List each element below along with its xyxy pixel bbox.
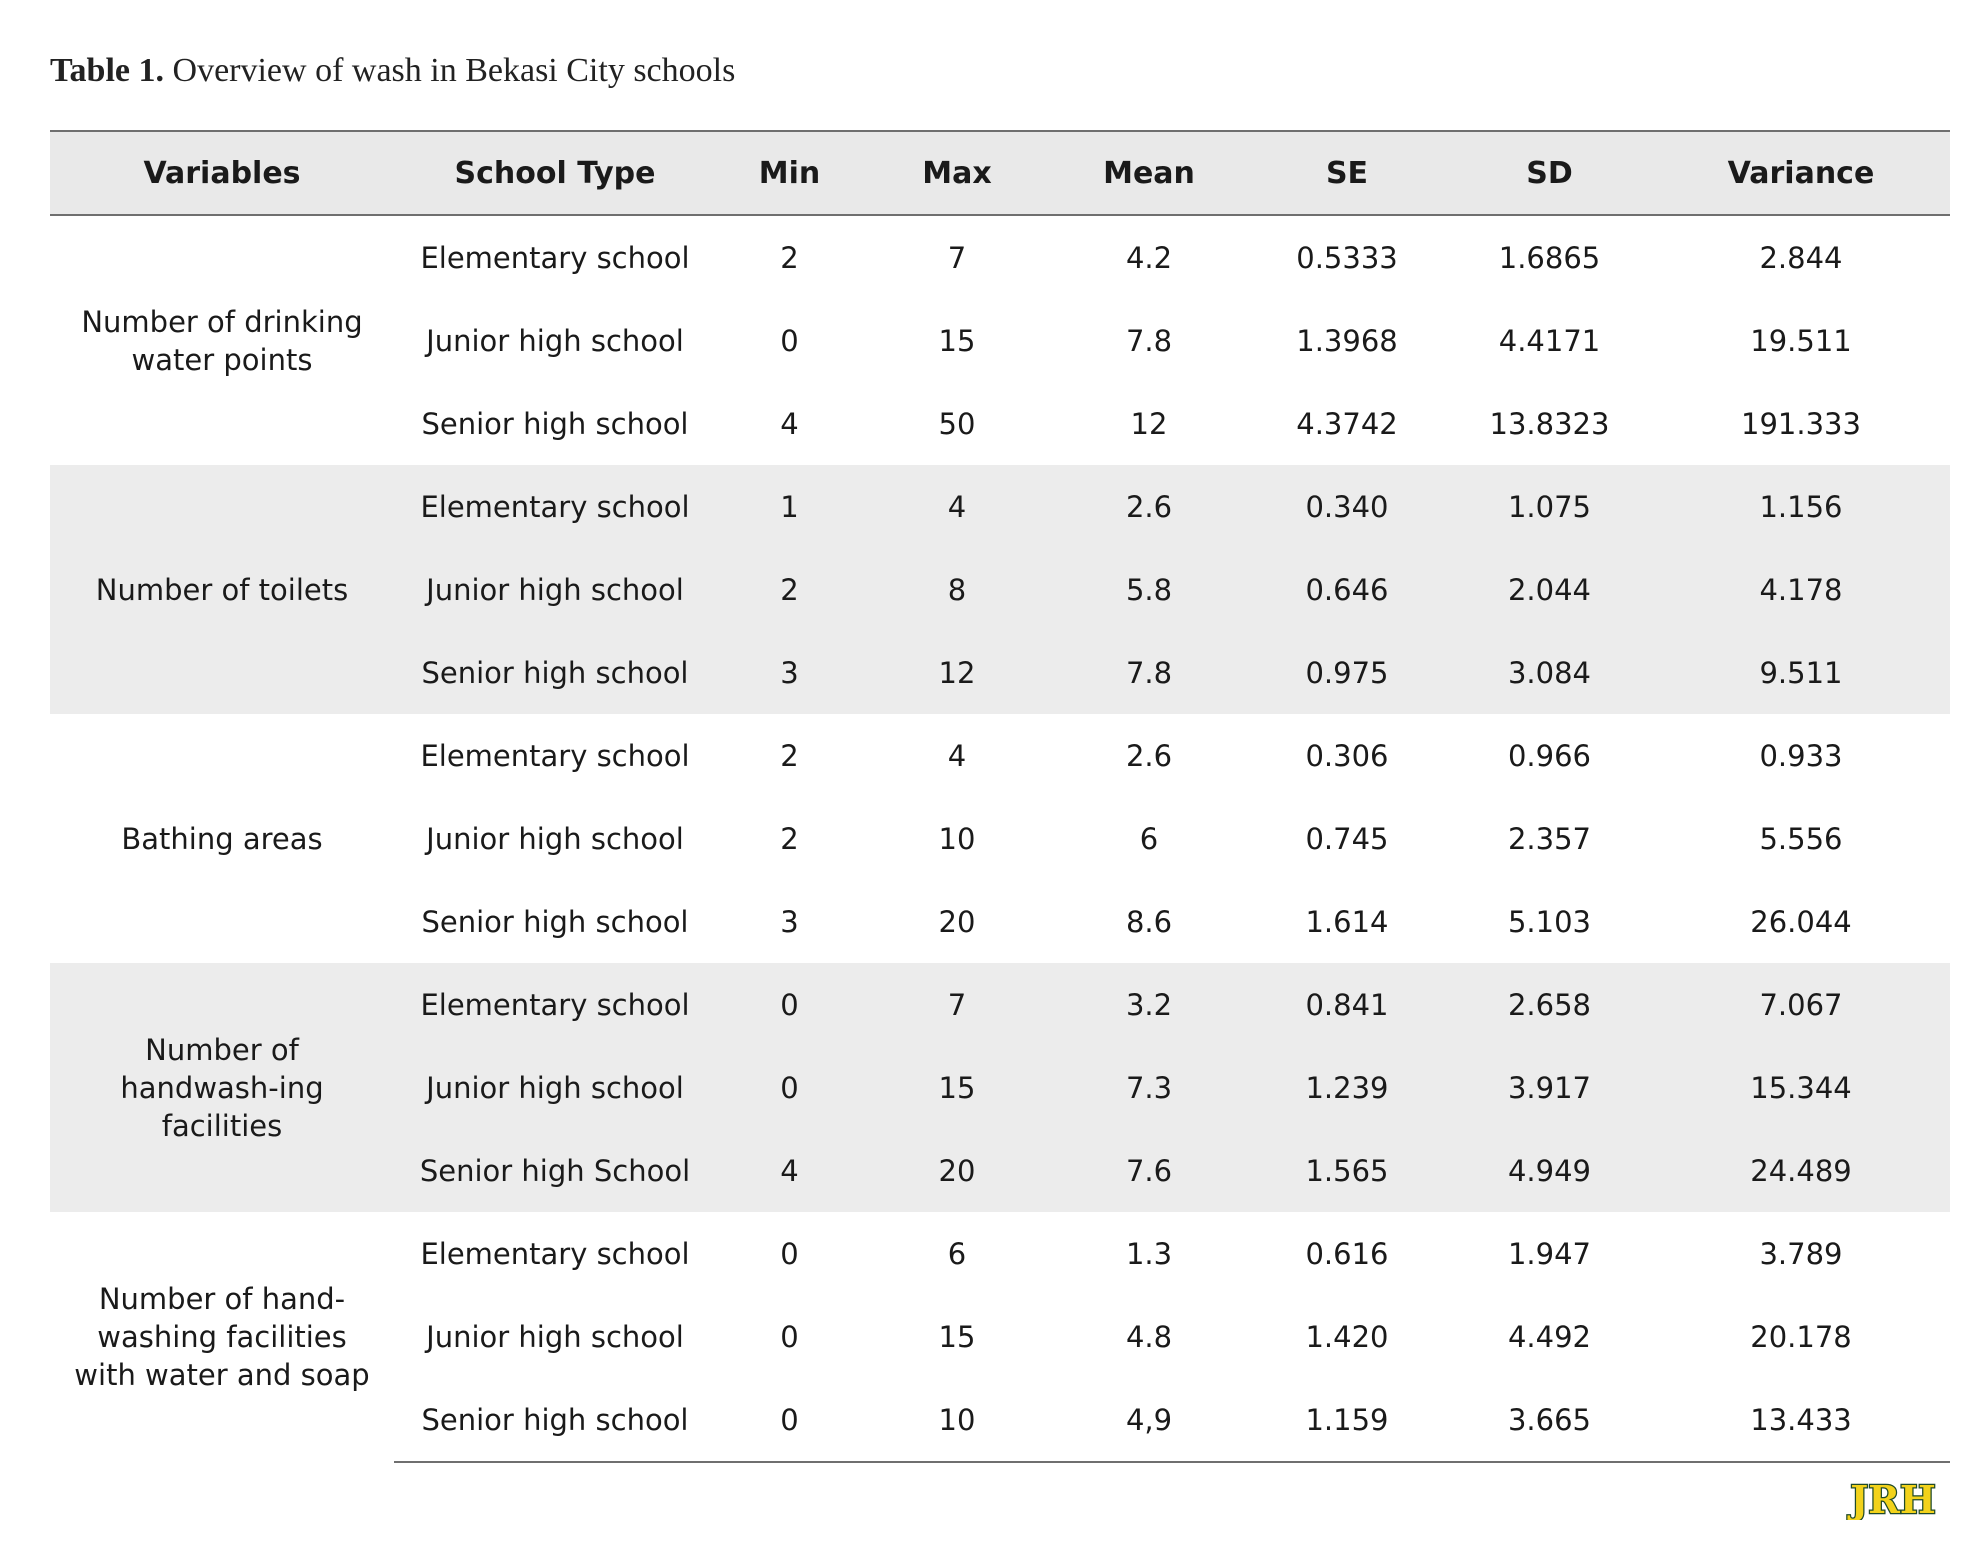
min-cell: 2 [716, 548, 863, 631]
se-cell: 1.159 [1247, 1378, 1447, 1462]
se-cell: 1.420 [1305, 1319, 1389, 1354]
mean-cell: 2.6 [1125, 738, 1173, 773]
sd-cell: 3.917 [1447, 1046, 1652, 1129]
variance-cell: 7.067 [1652, 963, 1950, 1046]
sd-cell: 1.075 [1447, 465, 1652, 548]
variance-cell: 26.044 [1750, 904, 1852, 939]
school-type-cell: Junior high school [394, 1046, 716, 1129]
se-cell: 0.5333 [1296, 240, 1398, 275]
min-cell: 4 [716, 1129, 863, 1212]
school-type-cell: Junior high school [426, 323, 684, 358]
min-cell: 2 [780, 821, 799, 856]
school-type-cell: Senior high school [421, 406, 689, 441]
school-type-cell: Senior high school [394, 1378, 716, 1462]
max-cell: 4 [863, 465, 1051, 548]
max-cell: 12 [863, 631, 1051, 714]
table-body [50, 215, 1950, 1462]
variable-cell: Number of drinking water points [81, 304, 363, 377]
sd-cell: 5.103 [1507, 904, 1592, 939]
variable-cell: Number of handwash-ing facilities [50, 963, 394, 1212]
max-cell: 7 [947, 240, 967, 275]
variance-cell: 9.511 [1652, 631, 1950, 714]
sd-cell: 4.949 [1447, 1129, 1652, 1212]
sd-cell: 1.6865 [1498, 240, 1601, 275]
header-sd: SD [1447, 131, 1652, 215]
header-min: Min [716, 131, 863, 215]
variance-cell: 2.844 [1759, 240, 1843, 275]
max-cell: 10 [863, 1378, 1051, 1462]
max-cell: 10 [938, 821, 976, 856]
mean-cell: 6 [1139, 821, 1159, 856]
mean-cell: 7.6 [1051, 1129, 1247, 1212]
min-cell: 0 [780, 323, 799, 358]
mean-cell: 8.6 [1125, 904, 1173, 939]
table-caption-label: Table 1. [50, 52, 165, 89]
variance-cell: 0.933 [1759, 738, 1843, 773]
sd-cell: 4.492 [1507, 1319, 1592, 1354]
max-cell: 20 [863, 1129, 1051, 1212]
mean-cell: 12 [1130, 406, 1168, 441]
jrh-logo-text: JRH [1850, 1478, 1936, 1520]
max-cell: 20 [938, 904, 976, 939]
variance-cell: 20.178 [1750, 1319, 1852, 1354]
school-type-cell: Junior high school [394, 548, 716, 631]
variable-cell: Number of toilets [50, 465, 394, 714]
min-cell: 2 [780, 738, 799, 773]
min-cell: 0 [716, 963, 863, 1046]
mean-cell: 4.2 [1125, 240, 1173, 275]
se-cell: 0.616 [1305, 1236, 1389, 1271]
school-type-cell: Senior high school [394, 631, 716, 714]
mean-cell: 4.8 [1125, 1319, 1173, 1354]
mean-cell: 4,9 [1051, 1378, 1247, 1462]
mean-cell: 7.8 [1125, 323, 1173, 358]
max-cell: 6 [947, 1236, 967, 1271]
school-type-cell: Junior high school [426, 821, 684, 856]
school-type-cell: Senior high School [394, 1129, 716, 1212]
max-cell: 4 [947, 738, 967, 773]
table-row [50, 1212, 1950, 1295]
wash-statistics-table [50, 130, 1950, 1463]
se-cell: 1.239 [1247, 1046, 1447, 1129]
sd-cell: 1.947 [1507, 1236, 1592, 1271]
se-cell: 1.614 [1305, 904, 1389, 939]
min-cell: 0 [780, 1236, 799, 1271]
sd-cell: 2.357 [1507, 821, 1592, 856]
variance-cell: 191.333 [1741, 406, 1861, 441]
variance-cell: 3.789 [1759, 1236, 1843, 1271]
max-cell: 7 [863, 963, 1051, 1046]
variance-cell: 5.556 [1759, 821, 1843, 856]
sd-cell: 0.966 [1507, 738, 1592, 773]
header-school-type: School Type [394, 131, 716, 215]
se-cell: 0.306 [1305, 738, 1389, 773]
sd-cell: 3.084 [1447, 631, 1652, 714]
header-max: Max [863, 131, 1051, 215]
min-cell: 2 [780, 240, 799, 275]
se-cell: 0.841 [1247, 963, 1447, 1046]
se-cell: 0.646 [1247, 548, 1447, 631]
school-type-cell: Elementary school [420, 240, 690, 275]
min-cell: 0 [780, 1319, 799, 1354]
variance-cell: 15.344 [1652, 1046, 1950, 1129]
table-row [50, 963, 1950, 1046]
se-cell: 1.3968 [1296, 323, 1398, 358]
mean-cell: 7.8 [1051, 631, 1247, 714]
max-cell: 8 [863, 548, 1051, 631]
mean-cell: 7.3 [1051, 1046, 1247, 1129]
sd-cell: 2.044 [1447, 548, 1652, 631]
se-cell: 4.3742 [1296, 406, 1398, 441]
header-mean: Mean [1051, 131, 1247, 215]
se-cell: 0.975 [1247, 631, 1447, 714]
header-se: SE [1247, 131, 1447, 215]
table-row [50, 714, 1950, 797]
se-cell: 0.340 [1247, 465, 1447, 548]
variance-cell: 24.489 [1652, 1129, 1950, 1212]
min-cell: 1 [716, 465, 863, 548]
school-type-cell: Elementary school [394, 465, 716, 548]
mean-cell: 3.2 [1051, 963, 1247, 1046]
max-cell: 15 [938, 323, 976, 358]
jrh-logo [1837, 1478, 1949, 1520]
variable-cell: Bathing areas [121, 821, 323, 856]
table-row [50, 215, 1950, 299]
variable-cell: Number of hand-washing facilities with water and soap [74, 1282, 370, 1392]
school-type-cell: Senior high school [421, 904, 689, 939]
sd-cell: 3.665 [1447, 1378, 1652, 1462]
min-cell: 3 [716, 631, 863, 714]
mean-cell: 1.3 [1125, 1236, 1173, 1271]
max-cell: 15 [863, 1046, 1051, 1129]
min-cell: 4 [780, 406, 799, 441]
table-caption-text: Overview of wash in Bekasi City schools [172, 52, 736, 89]
school-type-cell: Elementary school [420, 1236, 690, 1271]
table-caption [50, 52, 735, 90]
mean-cell: 5.8 [1051, 548, 1247, 631]
table-row [50, 465, 1950, 548]
table-header-row [50, 131, 1950, 215]
min-cell: 0 [716, 1046, 863, 1129]
header-variance: Variance [1652, 131, 1950, 215]
school-type-cell: Elementary school [394, 963, 716, 1046]
se-cell: 0.745 [1305, 821, 1389, 856]
school-type-cell: Junior high school [426, 1319, 684, 1354]
data-table-container [50, 130, 1950, 1463]
se-cell: 1.565 [1247, 1129, 1447, 1212]
variance-cell: 19.511 [1750, 323, 1852, 358]
sd-cell: 2.658 [1447, 963, 1652, 1046]
sd-cell: 4.4171 [1498, 323, 1601, 358]
max-cell: 15 [938, 1319, 976, 1354]
sd-cell: 13.8323 [1489, 406, 1610, 441]
variance-cell: 4.178 [1652, 548, 1950, 631]
max-cell: 50 [938, 406, 976, 441]
header-variables: Variables [50, 131, 394, 215]
variance-cell: 13.433 [1652, 1378, 1950, 1462]
mean-cell: 2.6 [1051, 465, 1247, 548]
min-cell: 3 [780, 904, 799, 939]
school-type-cell: Elementary school [420, 738, 690, 773]
min-cell: 0 [716, 1378, 863, 1462]
variance-cell: 1.156 [1652, 465, 1950, 548]
